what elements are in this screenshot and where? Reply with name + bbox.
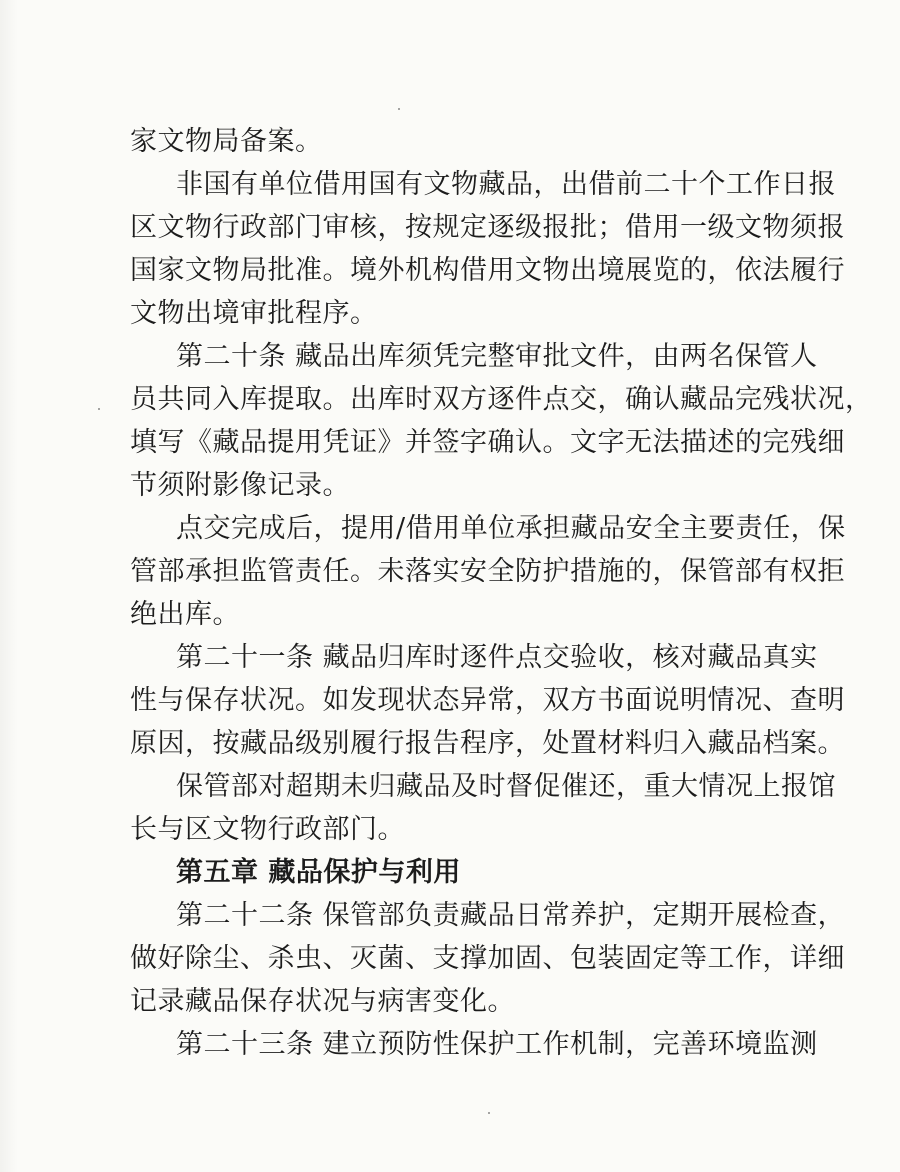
text-line: 文物出境审批程序。 <box>130 298 378 329</box>
text-line: 点交完成后，提用/借用单位承担藏品安全主要责任，保 <box>176 513 846 544</box>
text-line: 员共同入库提取。出库时双方逐件点交，确认藏品完残状况， <box>130 384 873 415</box>
text-line: 保管部对超期未归藏品及时督促催还，重大情况上报馆 <box>176 771 836 802</box>
text-line: 管部承担监管责任。未落实安全防护措施的，保管部有权拒 <box>130 556 845 587</box>
scan-speck <box>398 108 400 110</box>
text-line: 区文物行政部门审核，按规定逐级报批；借用一级文物须报 <box>130 212 845 243</box>
text-line: 填写《藏品提用凭证》并签字确认。文字无法描述的完残细 <box>130 427 845 458</box>
text-line: 家文物局备案。 <box>130 126 323 157</box>
chapter-heading: 第五章 藏品保护与利用 <box>176 857 461 888</box>
scan-speck <box>488 1112 490 1114</box>
text-line: 第二十二条 保管部负责藏品日常养护，定期开展检查， <box>176 900 846 931</box>
text-line: 国家文物局批准。境外机构借用文物出境展览的，依法履行 <box>130 255 845 286</box>
text-line: 第二十一条 藏品归库时逐件点交验收，核对藏品真实 <box>176 642 818 673</box>
scan-speck <box>98 408 100 410</box>
text-line: 非国有单位借用国有文物藏品，出借前二十个工作日报 <box>176 169 836 200</box>
text-line: 节须附影像记录。 <box>130 470 350 501</box>
text-line: 长与区文物行政部门。 <box>130 814 405 845</box>
text-line: 第二十三条 建立预防性保护工作机制，完善环境监测 <box>176 1029 818 1060</box>
text-line: 性与保存状况。如发现状态异常，双方书面说明情况、查明 <box>130 685 845 716</box>
text-line: 第二十条 藏品出库须凭完整审批文件，由两名保管人 <box>176 341 818 372</box>
text-line: 做好除尘、杀虫、灭菌、支撑加固、包装固定等工作，详细 <box>130 943 845 974</box>
text-line: 绝出库。 <box>130 599 240 630</box>
text-line: 记录藏品保存状况与病害变化。 <box>130 986 515 1017</box>
text-line: 原因，按藏品级别履行报告程序，处置材料归入藏品档案。 <box>130 728 845 759</box>
